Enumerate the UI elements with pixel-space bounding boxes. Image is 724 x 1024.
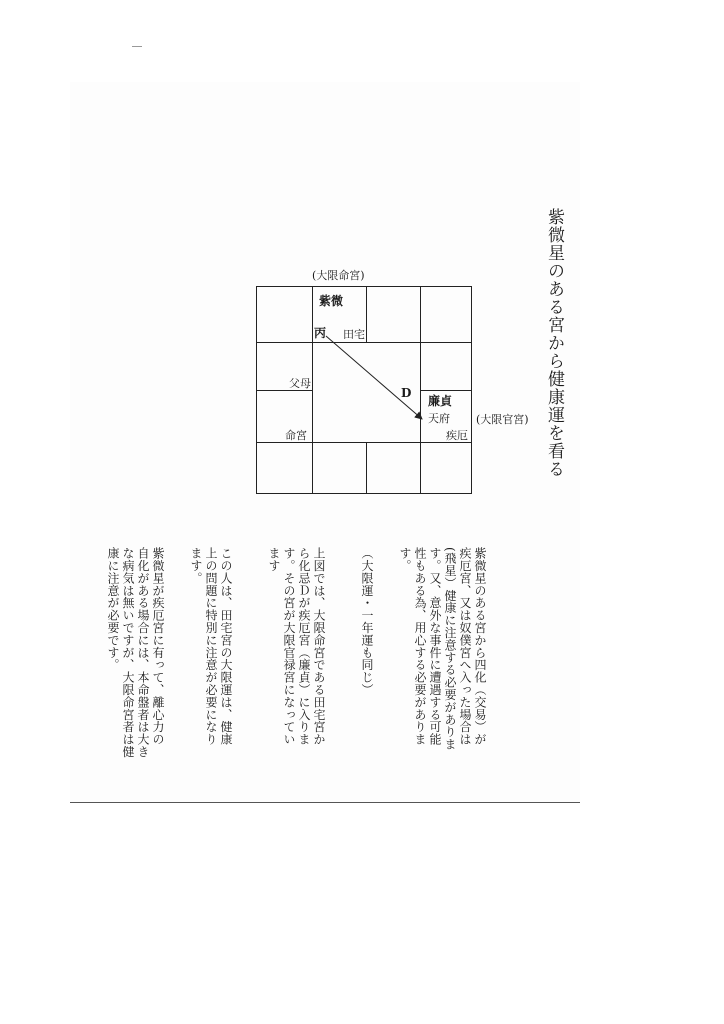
page-title: 紫微星のある宮から健康運を看る [544,208,564,478]
palace-tianzhai: 田宅 [343,328,365,341]
paragraph-2: （大限運・一年運も同じ） [360,547,374,696]
paragraph-4: この人は、田宅宮の大限運は、健康 上の問題に特別に注意が必要になり ます。 [189,547,233,746]
paragraph-3: 上図では、大限命宮である田宅宮か ら化忌Ｄが疾厄宮（廉貞）に入りま す。その宮が大限官禄宮になってい ます [267,547,326,746]
body-text [82,547,502,787]
bottom-rule [70,802,580,803]
label-daxian-mingong: (大限命宮) [312,269,365,282]
palace-minggong: 命宮 [285,429,307,442]
star-lianzhen: 廉貞 [428,394,453,408]
hua-ji-arrow [256,286,472,494]
star-tianfu: 天府 [428,412,450,425]
palace-jie: 疾厄 [446,429,468,442]
star-ziwei: 紫微 [319,294,344,308]
palace-chart [256,269,529,494]
paragraph-5: 紫微星が疾厄宮に有って、離心力の 自化がある場合には、本命盤者は大き な病気は無いですが、大限命宮者は健 康に注意が必要です。 [106,547,165,758]
palace-fumu: 父母 [289,377,311,390]
arrow-label-d: D [401,386,412,400]
scan-speck [132,46,142,47]
paragraph-1: 紫微星のある宮から四化（交易）が 疾厄宮、又は奴僕宮へ入った場合は (飛星）健康に注意する必要がありま す。又、意外な事件に遭遇する可能 性もある為、用心する必要がありま す。 [398,547,487,751]
label-daxian-guangong: (大限官宮) [476,413,529,426]
stem-bing: 丙 [314,326,327,340]
